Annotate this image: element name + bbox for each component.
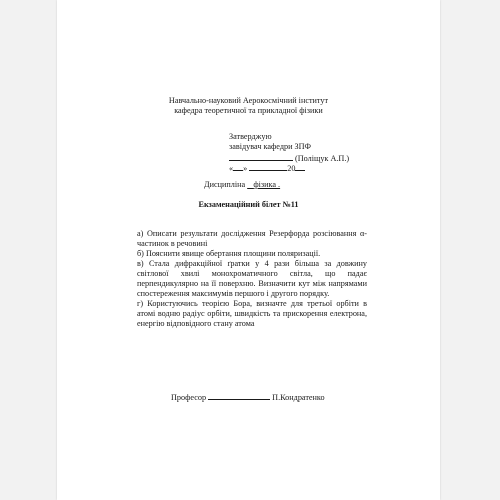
signature-role: Професор xyxy=(171,393,207,402)
day-blank xyxy=(233,162,243,171)
approval-signature-name: (Поліщук А.П.) xyxy=(295,154,350,163)
approval-head: завідувач кафедри ЗПФ xyxy=(229,142,311,151)
question-v-line-4: спостереження максимумів першого і другого порядку. xyxy=(137,289,330,298)
signature-line xyxy=(171,391,325,403)
discipline-line xyxy=(204,180,280,190)
date-year: 20 xyxy=(287,164,296,173)
signature-blank-line xyxy=(208,391,270,400)
discipline-label: Дисципліна xyxy=(204,180,246,189)
month-blank xyxy=(249,162,287,171)
approval-date-line xyxy=(229,162,305,174)
year-blank xyxy=(295,162,305,171)
question-a-line-1: а) Описати результати дослідження Резерфорда розсіювання α- xyxy=(137,229,367,238)
exam-ticket-page xyxy=(57,0,440,500)
question-g-line-1: г) Користуючись теорією Бора, визначте для третьої орбіти в xyxy=(137,299,367,308)
question-b-line-1: б) Пояснити явище обертання площини поляризації. xyxy=(137,249,321,258)
question-g-line-3: енергію відповідного стану атома xyxy=(137,319,255,328)
date-open-quote: « xyxy=(229,164,234,173)
ticket-title: Екзаменаційний білет №11 xyxy=(198,200,299,209)
institute-name: Навчально-науковий Аерокосмічний інститут xyxy=(168,96,329,105)
signature-blank xyxy=(229,152,293,161)
discipline-value: фізика . xyxy=(253,180,281,189)
question-a-line-2: частинок в речовині xyxy=(137,239,208,248)
approval-title: Затверджую xyxy=(229,132,272,141)
signature-name: П.Кондратенко xyxy=(272,393,325,402)
department-name: кафедра теоретичної та прикладної фізики xyxy=(174,106,323,115)
question-v-line-3: перпендикулярно на її поверхню. Визначити кут між напрямами xyxy=(137,279,367,288)
question-v-line-2: світлової хвилі монохроматичного світла, що падає xyxy=(137,269,367,278)
date-close-quote: » xyxy=(243,164,248,173)
question-v-line-1: в) Стала дифракційної ґратки у 4 рази більша за довжину xyxy=(137,259,367,268)
question-g-line-2: атомі водню радіус орбіти, швидкість та прискорення електрона, xyxy=(137,309,367,318)
